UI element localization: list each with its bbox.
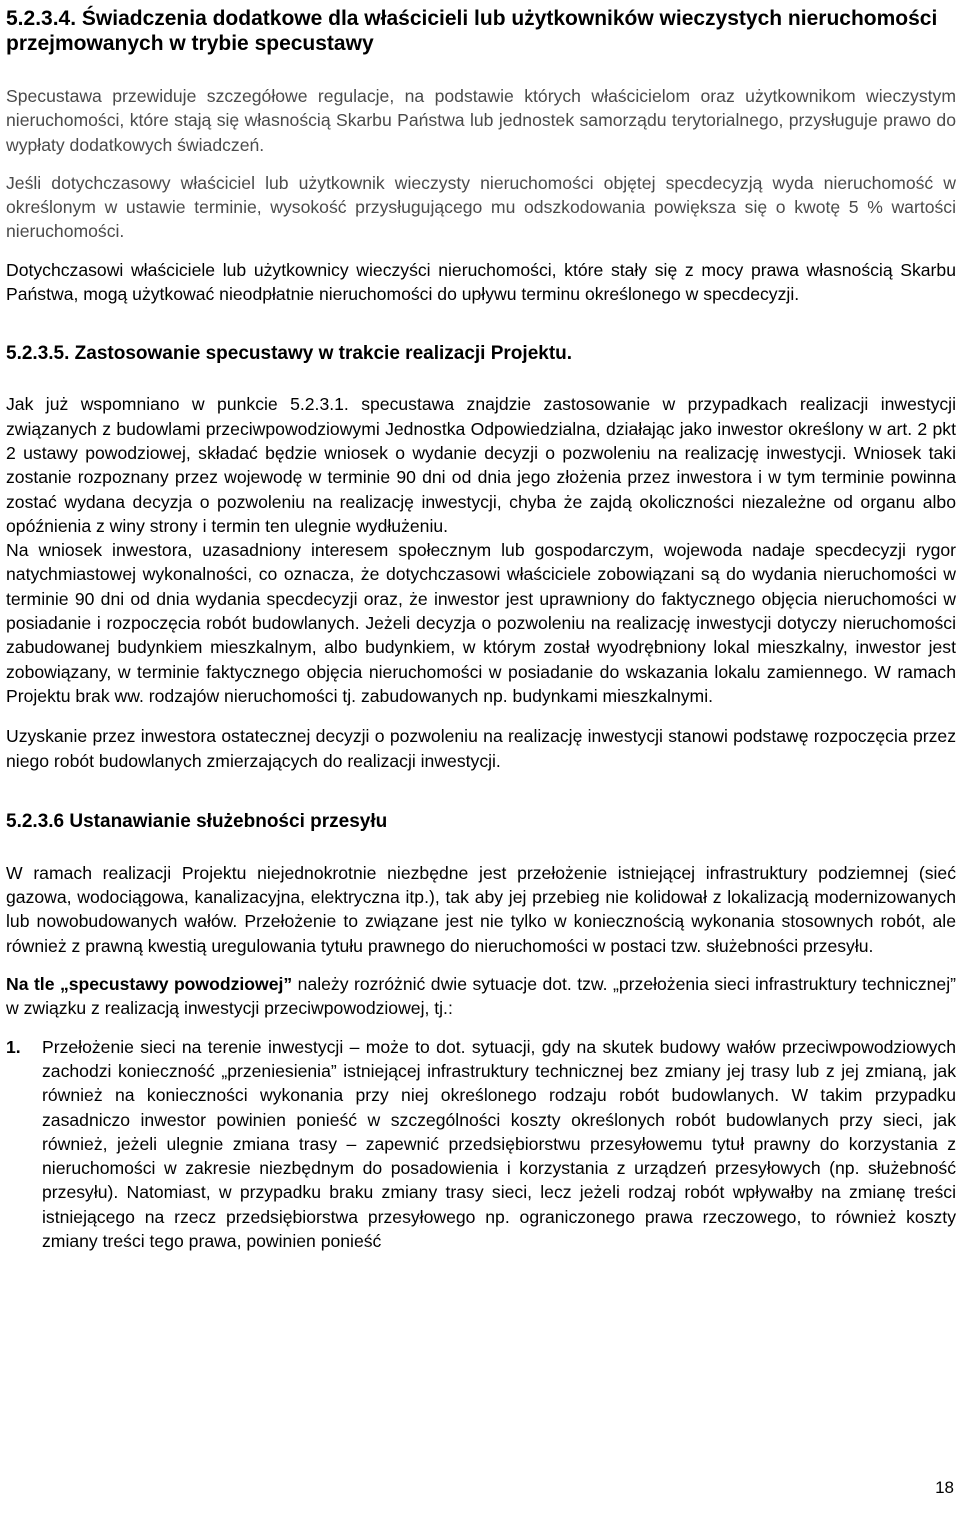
- paragraph: Jeśli dotychczasowy właściciel lub użytkownik wieczysty nieruchomości objętej specdecyzją wyda nieruchomość w określonym w ustawie terminie, wysokość przysługującego mu odszkodowania powiększa się o kwotę 5 % wartości nieruchomości.: [6, 172, 956, 242]
- paragraph: Dotychczasowi właściciele lub użytkownicy wieczyści nieruchomości, które stały się z mocy prawa własnością Skarbu Państwa, mogą użytkować nieodpłatnie nieruchomości do upływu terminu określonego w specdecyzji.: [6, 259, 956, 305]
- section-heading-5-2-3-6: 5.2.3.6 Ustanawianie służebności przesyłu: [6, 810, 388, 832]
- paragraph: Specustawa przewiduje szczegółowe regulacje, na podstawie których właścicielom oraz użytkownikom wieczystym nieruchomości, które stają się własnością Skarbu Państwa lub jednostek samorządu terytorialnego, przysługuje prawo do wypłaty dodatkowych świadczeń.: [6, 86, 956, 155]
- page-number: 18: [935, 1478, 954, 1497]
- paragraph: Jak już wspomniano w punkcie 5.2.3.1. specustawa znajdzie zastosowanie w przypadkach realizacji inwestycji związanych z budowlami przeciwpowodziowymi Jednostka Odpowiedzialna, działając jako inwestor określony w art. 2 pkt 2 ustawy powodziowej, składać będzie wniosek o wydanie decyzji o pozwoleniu na realizację inwestycji. Wniosek taki zostanie rozpoznany przez wojewodę w terminie 90 dni od dnia jego złożenia przez inwestora i w tym terminie powinna zostać wydana decyzja o pozwoleniu na realizację inwestycji, chyba że zajdą okoliczności niezależne od organu albo opóźnienia z winy strony i termin ten ulegnie wydłużeniu.: [6, 394, 956, 536]
- list-number: 1.: [6, 1036, 21, 1057]
- list-item: [6, 1035, 956, 1254]
- bold-lead: Na tle „specustawy powodziowej”: [6, 974, 293, 995]
- paragraph: Uzyskanie przez inwestora ostatecznej decyzji o pozwoleniu na realizację inwestycji stanowi podstawę rozpoczęcia przez niego robót budowlanych zmierzających do realizacji inwestycji.: [6, 726, 956, 771]
- paragraph: W ramach realizacji Projektu niejednokrotnie niezbędne jest przełożenie istniejącej infrastruktury podziemnej (sieć gazowa, wodociągowa, kanalizacyjna, elektryczna itp.), tak aby jej przebieg nie kolidował z lokalizacją modernizowanych lub nowobudowanych wałów. Przełożenie to związane jest nie tylko w koniecznością wykonania stosownych robót, ale również z prawną kwestią uregulowania tytułu prawnego do nieruchomości w postaci tzw. służebności przesyłu.: [6, 862, 956, 956]
- paragraph-rest: należy rozróżnić dwie sytuacje dot. tzw. „przełożenia sieci infrastruktury technicznej” w związku z realizacją inwestycji przeciwpowodziowej, tj.:: [6, 974, 956, 1019]
- paragraph: [6, 972, 956, 1021]
- list-item-text: Przełożenie sieci na terenie inwestycji – może to dot. sytuacji, gdy na skutek budowy wałów przeciwpowodziowych zachodzi konieczność „przeniesienia” istniejącej infrastruktury technicznej bez zmiany jej trasy lub z jej zmianą, jak również na konieczności wykonania przy niej określonego rodzaju robót budowlanych. W takim przypadku zasadniczo inwestor powinien ponieść w szczególności koszty określonych robót budowlanych przy sieci, jak również, jeżeli ulegnie zmiana trasy – zapewnić przedsiębiorstwu przesyłowemu tytuł prawny do korzystania z nieruchomości w zakresie niezbędnym do posadowienia i korzystania z urządzeń przesyłowych (np. służebność przesyłu). Natomiast, w przypadku braku zmiany trasy sieci, lecz jeżeli rodzaj robót wpływałby na zmianę treści istniejącego na rzecz przedsiębiorstwa przesyłowego np. ograniczonego prawa rzeczowego, to również koszty zmiany treści tego prawa, powinien ponieść: [42, 1036, 956, 1251]
- section-heading-5-2-3-5: 5.2.3.5. Zastosowanie specustawy w trakcie realizacji Projektu.: [6, 343, 573, 365]
- paragraph: Na wniosek inwestora, uzasadniony interesem społecznym lub gospodarczym, wojewoda nadaje specdecyzji rygor natychmiastowej wykonalności, co oznacza, że dotychczasowi właściciele zobowiązani są do wydania nieruchomości w terminie 90 dni od dnia wydania specdecyzji oraz, że inwestor jest uprawniony do faktycznego objęcia nieruchomości w posiadanie i rozpoczęcia robót budowlanych. Jeżeli decyzja o pozwoleniu na realizację inwestycji dotyczy nieruchomości zabudowanej budynkiem mieszkalnym, albo budynkiem, w którym został wyodrębniony lokal mieszkalny, inwestor jest zobowiązany, w terminie faktycznego objęcia nieruchomości w posiadanie do wskazania lokalu zamiennego. W ramach Projektu brak ww. rodzajów nieruchomości tj. zabudowanych np. budynkami mieszkalnymi.: [6, 540, 956, 706]
- document-page: [6, 0, 956, 1253]
- section-heading-5-2-3-4: 5.2.3.4. Świadczenia dodatkowe dla właścicieli lub użytkowników wieczystych nieruchomości przejmowanych w trybie specustawy: [6, 7, 938, 55]
